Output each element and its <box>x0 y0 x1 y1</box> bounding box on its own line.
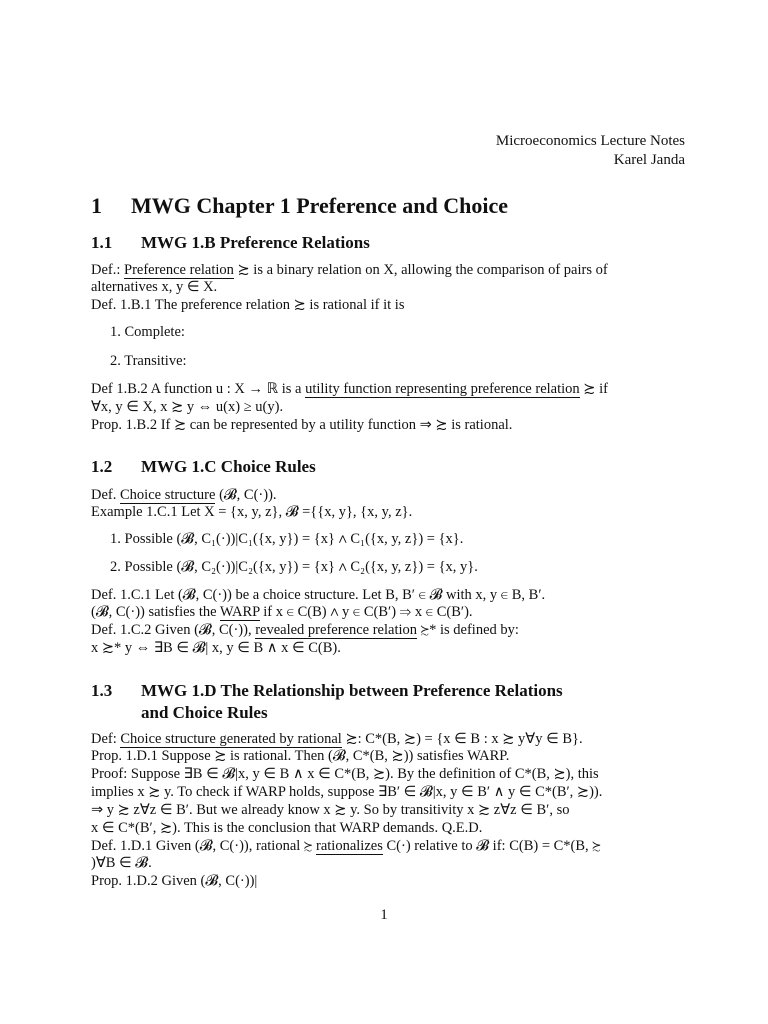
paragraph-line: )∀B ∈ 𝓑. <box>91 855 152 871</box>
subsection-title: MWG 1.D The Relationship between Preference Relations <box>141 681 563 700</box>
text: ≿: C*(B, ≿) = {x ∈ B : x ≿ y∀y ∈ B}. <box>341 731 583 747</box>
subsection-number: 1.1 <box>91 233 113 252</box>
paragraph-line: ∀x, y ∈ X, x ≿ y ⇔ u(x) ≥ u(y). <box>91 399 284 415</box>
subsection-title-continued: and Choice Rules <box>141 703 268 722</box>
list-item: 1. Complete: <box>110 324 185 340</box>
list-item: 1. Possible (𝓑, C₁(·))|C₁({x, y}) = {x} ∧ C₁({x, y, z}) = {x}. <box>110 531 464 547</box>
underlined-term: Preference relation <box>124 262 234 278</box>
paragraph-line <box>91 622 686 639</box>
subsection-number: 1.2 <box>91 457 113 476</box>
text: ≿ if <box>579 381 608 397</box>
paragraph-line <box>91 731 686 748</box>
paragraph-line <box>91 262 686 279</box>
text: Def. 1.D.1 Given (𝓑, C(·)), rational ≿ <box>91 838 317 854</box>
subsection-number: 1.3 <box>91 681 113 700</box>
underlined-term: revealed preference relation <box>255 622 418 638</box>
underlined-term: Choice structure <box>120 487 216 503</box>
subsection-heading-1-2 <box>91 456 316 478</box>
paragraph-line <box>91 487 686 504</box>
section-heading <box>91 193 508 219</box>
paragraph-line: Example 1.C.1 Let X = {x, y, z}, 𝓑 ={{x, y}, {x, y, z}. <box>91 504 413 520</box>
section-number: 1 <box>91 193 102 218</box>
list-item: 2. Transitive: <box>110 353 187 369</box>
list-item: 2. Possible (𝓑, C₂(·))|C₂({x, y}) = {x} ∧ C₂({x, y, z}) = {x, y}. <box>110 559 478 575</box>
paragraph-line <box>91 604 686 621</box>
paragraph-line: Proof: Suppose ∃B ∈ 𝓑|x, y ∈ B ∧ x ∈ C*(B, ≿). By the definition of C*(B, ≿), this <box>91 766 599 782</box>
text: ≿* is defined by: <box>417 622 519 638</box>
paragraph-line: x ≿* y ⇔ ∃B ∈ 𝓑| x, y ∈ B ∧ x ∈ C(B). <box>91 640 341 656</box>
paragraph-line: Def. 1.B.1 The preference relation ≿ is rational if it is <box>91 297 405 313</box>
text: (𝓑, C(·)). <box>215 487 277 503</box>
underlined-term: WARP <box>219 604 260 620</box>
section-title: MWG Chapter 1 Preference and Choice <box>131 193 508 218</box>
underlined-term: Choice structure generated by rational <box>120 731 342 747</box>
paragraph-line: implies x ≿ y. To check if WARP holds, suppose ∃B′ ∈ 𝓑|x, y ∈ B′ ∧ y ∈ C*(B′, ≿)). <box>91 784 603 800</box>
text: Def: <box>91 731 121 747</box>
paragraph-line: Prop. 1.D.1 Suppose ≿ is rational. Then (𝓑, C*(B, ≿)) satisfies WARP. <box>91 748 510 764</box>
text: Def. <box>91 487 120 503</box>
paragraph-line: Prop. 1.B.2 If ≿ can be represented by a utility function ⇒ ≿ is rational. <box>91 417 513 433</box>
text: Def 1.B.2 A function u : X → ℝ is a <box>91 381 306 397</box>
page-number: 1 <box>380 907 388 923</box>
text: Def. 1.C.2 Given (𝓑, C(·)), <box>91 622 256 638</box>
paragraph-line: alternatives x, y ∈ X. <box>91 279 218 295</box>
text: (𝓑, C(·)) satisfies the <box>91 604 220 620</box>
text: C(·) relative to 𝓑 if: C(B) = C*(B, ≿ <box>382 838 601 854</box>
subsection-heading-continued <box>91 702 268 724</box>
subsection-title: MWG 1.B Preference Relations <box>141 233 370 252</box>
underlined-term: rationalizes <box>316 838 383 854</box>
text: Def.: <box>91 262 125 278</box>
paragraph-line <box>91 381 686 398</box>
author-name: Karel Janda <box>613 152 685 168</box>
text: if x ∈ C(B) ∧ y ∈ C(B′) ⇒ x ∈ C(B′). <box>259 604 473 620</box>
paragraph-line: ⇒ y ≿ z∀z ∈ B′. But we already know x ≿ y. So by transitivity x ≿ z∀z ∈ B′, so <box>91 802 570 818</box>
subsection-heading-1-1 <box>91 232 370 254</box>
running-header <box>496 132 685 170</box>
paragraph-line: x ∈ C*(B′, ≿). This is the conclusion that WARP demands. Q.E.D. <box>91 820 483 836</box>
subsection-title: MWG 1.C Choice Rules <box>141 457 316 476</box>
text: ≿ is a binary relation on X, allowing the comparison of pairs of <box>233 262 608 278</box>
underlined-term: utility function representing preference relation <box>305 381 580 397</box>
paragraph-line <box>91 838 686 855</box>
course-title: Microeconomics Lecture Notes <box>495 133 685 149</box>
subsection-heading-1-3 <box>91 680 563 702</box>
paragraph-line: Prop. 1.D.2 Given (𝓑, C(·))| <box>91 873 258 889</box>
paragraph-line: Def. 1.C.1 Let (𝓑, C(·)) be a choice structure. Let B, B′ ∈ 𝓑 with x, y ∈ B, B′. <box>91 587 546 603</box>
